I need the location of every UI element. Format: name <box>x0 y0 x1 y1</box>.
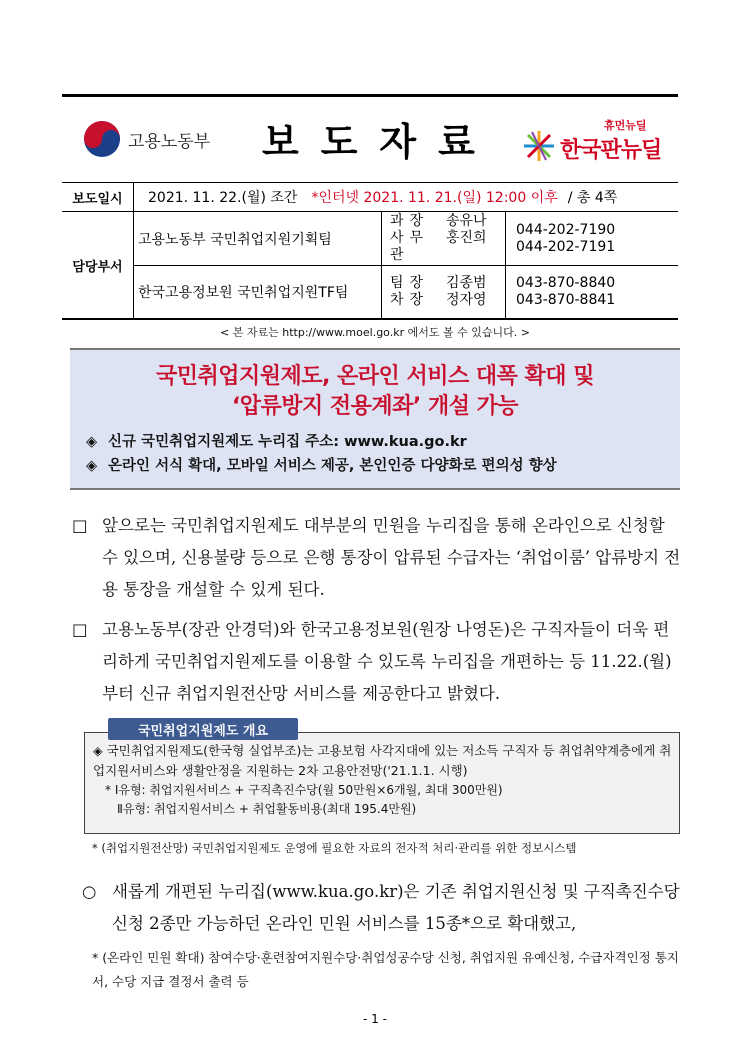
dept-org: 고용노동부 국민취업지원기획팀 <box>134 212 382 265</box>
headline-bullets <box>70 430 680 478</box>
dept-people <box>382 266 506 318</box>
release-date-value <box>134 183 678 211</box>
contact-name: 송유나 <box>446 213 487 229</box>
dept-people <box>382 212 506 265</box>
overview-tab-label: 국민취업지원제도 개요 <box>108 718 298 740</box>
overview-type-2: Ⅱ유형: 취업지원서비스 + 취업활동비용(최대 195.4만원) <box>117 802 417 816</box>
paragraph-text: 새롭게 개편된 누리집(www.kua.go.kr)은 기존 취업지원신청 및 구직촉진수당 신청 2종만 가능하던 온라인 민원 서비스를 15종*으로 확대했고, <box>112 882 680 933</box>
contact-role: 과장 <box>390 213 430 229</box>
page-number: - 1 - <box>363 1012 387 1026</box>
overview-description: ◈ 국민취업지원제도(한국형 실업부조)는 고용보험 사각지대에 있는 저소득 구직자 등 취업취약계층에게 취업지원서비스와 생활안정을 지원하는 2차 고용안전망('21.1.1. 시행) <box>93 743 672 778</box>
contact-person <box>390 230 505 264</box>
contact-person <box>390 275 505 292</box>
circle-bullet-icon: ○ <box>82 882 97 901</box>
contact-group <box>134 212 678 265</box>
dept-phones <box>506 266 678 318</box>
new-deal-logo <box>514 111 674 171</box>
header-banner <box>62 97 678 183</box>
headline-bullet-text: 신규 국민취업지원제도 누리집 주소: www.kua.go.kr <box>108 434 467 450</box>
contact-phone: 043-870-8840 <box>516 275 616 291</box>
headline-title <box>70 362 680 422</box>
new-deal-star-icon <box>522 129 556 163</box>
online-service-footnote: * (온라인 민원 확대) 참여수당·훈련참여지원수당·취업성공수당 신청, 취업지원 유예신청, 수급자격인정 통지서, 수당 지급 결정서 출력 등 <box>92 950 679 989</box>
contact-role: 팀장 <box>390 275 430 291</box>
ministry-logo <box>84 121 210 157</box>
contacts-row <box>62 212 678 318</box>
headline-bullet <box>86 430 680 454</box>
contact-role: 사무관 <box>390 230 430 263</box>
press-release-title: 보도자료 <box>262 119 497 164</box>
release-date: 2021. 11. 22.(월) 조간 <box>148 190 298 206</box>
contact-group <box>134 265 678 318</box>
contact-phone: 044-202-7190 <box>516 221 616 238</box>
ministry-name: 고용노동부 <box>128 131 211 152</box>
headline-line-1: 국민취업지원제도, 온라인 서비스 대폭 확대 및 <box>156 364 594 389</box>
body-paragraph-2 <box>72 614 684 710</box>
overview-footnote: * (취업지원전산망) 국민취업지원제도 운영에 필요한 자료의 전자적 처리·관리를 위한 정보시스템 <box>92 841 577 855</box>
headline-box <box>70 348 680 490</box>
square-bullet-icon: □ <box>72 620 88 639</box>
internet-release-time: *인터넷 2021. 11. 21.(일) 12:00 이후 <box>311 190 558 206</box>
korean-new-deal-label: 한국판뉴딜 <box>560 138 662 163</box>
headline-bullet-text: 온라인 서식 확대, 모바일 서비스 제공, 본인인증 다양화로 편의성 향상 <box>108 458 557 474</box>
contact-person <box>390 213 505 230</box>
body-paragraph-1 <box>72 510 684 606</box>
header-table <box>62 94 678 320</box>
dept-org: 한국고용정보원 국민취업지원TF팀 <box>134 266 382 318</box>
contact-role: 차장 <box>390 292 430 308</box>
paragraph-text: 고용노동부(장관 안경덕)와 한국고용정보원(원장 나영돈)은 구직자들이 더욱 편리하게 국민취업지원제도를 이용할 수 있도록 누리집을 개편하는 등 11.22.(월)부터 신규 취업지원전산망 서비스를 제공한다고 밝혔다. <box>102 620 672 703</box>
headline-bullet <box>86 454 680 478</box>
contact-name: 홍진희 <box>446 230 487 246</box>
paragraph-text: 앞으로는 국민취업지원제도 대부분의 민원을 누리집을 통해 온라인으로 신청할 수 있으며, 신용불량 등으로 은행 통장이 압류된 수급자는 ‘취업이룸’ 압류방지 전용 통장을 개설할 수 있게 된다. <box>102 516 681 599</box>
website-note: < 본 자료는 http://www.moel.go.kr 에서도 볼 수 있습니다. > <box>220 326 530 339</box>
taegeuk-icon <box>84 121 120 157</box>
contact-name: 정자영 <box>446 292 487 308</box>
overview-box <box>84 732 680 834</box>
contact-person <box>390 292 505 309</box>
overview-type-1: * Ⅰ유형: 취업지원서비스 + 구직촉진수당(월 50만원×6개월, 최대 300만원) <box>105 783 503 797</box>
contacts-groups <box>134 212 678 318</box>
square-bullet-icon: □ <box>72 516 88 535</box>
body-paragraph-3 <box>82 876 692 940</box>
dept-phones <box>506 212 678 265</box>
human-new-deal-label: 휴먼뉴딜 <box>604 119 647 132</box>
headline-line-2: ‘압류방지 전용계좌’ 개설 가능 <box>231 394 519 419</box>
release-date-label: 보도일시 <box>62 183 134 211</box>
release-date-row <box>62 183 678 212</box>
contact-phone: 043-870-8841 <box>516 292 616 308</box>
contacts-label: 담당부서 <box>62 212 134 318</box>
diamond-bullet-icon: ◈ <box>86 434 98 450</box>
diamond-bullet-icon: ◈ <box>86 458 98 474</box>
total-pages: / 총 4쪽 <box>567 190 618 206</box>
contact-name: 김종범 <box>446 275 487 291</box>
contact-phone: 044-202-7191 <box>516 238 616 255</box>
